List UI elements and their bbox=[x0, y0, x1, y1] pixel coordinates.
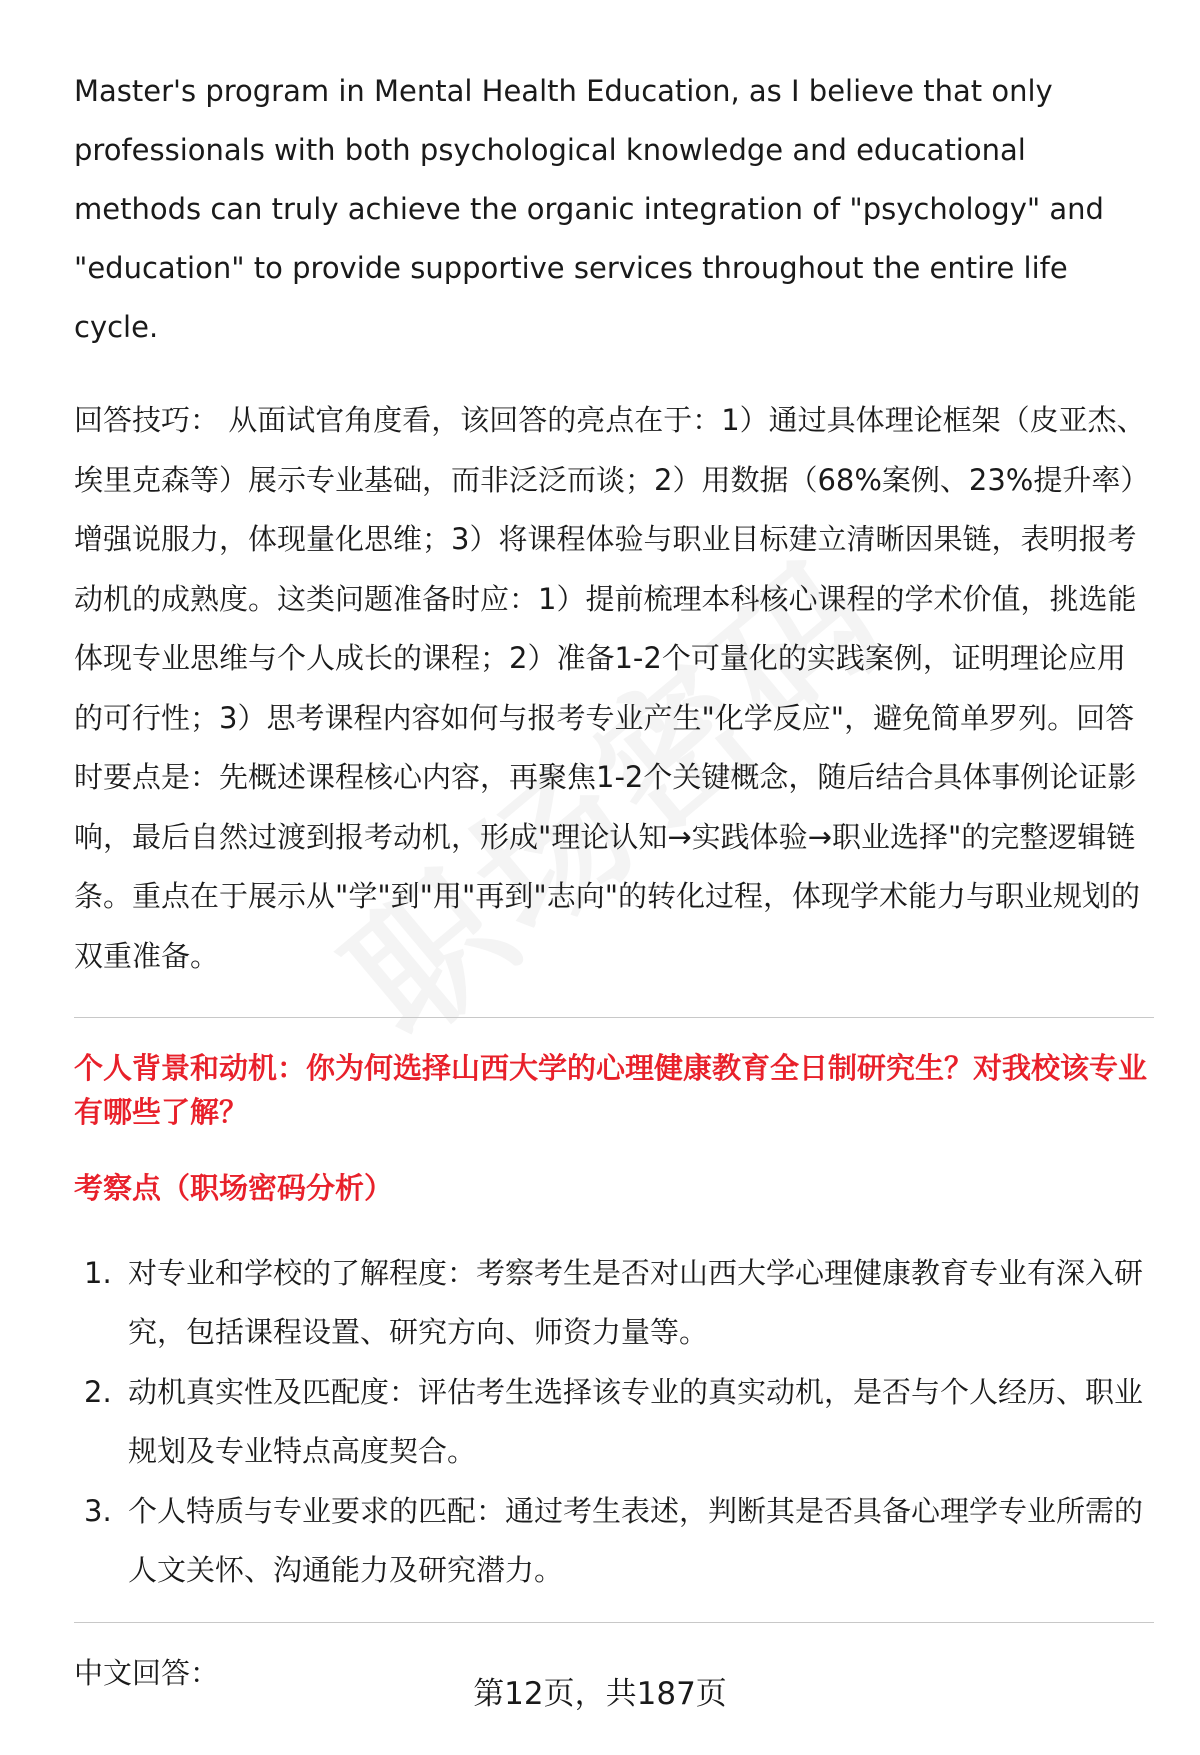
question-heading: 个人背景和动机：你为何选择山西大学的心理健康教育全日制研究生？对我校该专业有哪些了解？ bbox=[74, 1051, 1148, 1129]
answer-tips-paragraph bbox=[74, 391, 1154, 986]
assessment-points-heading: 考察点（职场密码分析） bbox=[74, 1171, 394, 1205]
list-item-number: 1. bbox=[84, 1256, 112, 1290]
page-indicator: 第12页，共187页 bbox=[473, 1676, 727, 1712]
section-divider bbox=[74, 1622, 1154, 1623]
list-item bbox=[74, 1482, 1154, 1600]
list-item-text: 个人特质与专业要求的匹配：通过考生表述，判断其是否具备心理学专业所需的人文关怀、沟通能力及研究潜力。 bbox=[128, 1494, 1144, 1587]
page-content bbox=[74, 62, 1154, 1695]
section-divider bbox=[74, 1017, 1154, 1018]
list-item bbox=[74, 1363, 1154, 1481]
list-item-text: 动机真实性及匹配度：评估考生选择该专业的真实动机，是否与个人经历、职业规划及专业特点高度契合。 bbox=[128, 1375, 1144, 1468]
chinese-answer-label: 中文回答： bbox=[74, 1656, 220, 1690]
assessment-points-list bbox=[74, 1244, 1154, 1600]
english-answer-paragraph: Master's program in Mental Health Education, as I believe that only professionals with both psychological knowledge and educational methods can truly achieve the organic integration of "psychology" and "education" to provide supportive services throughout the entire life cycle. bbox=[74, 74, 1104, 344]
list-item-number: 3. bbox=[84, 1494, 112, 1528]
list-item-text: 对专业和学校的了解程度：考察考生是否对山西大学心理健康教育专业有深入研究，包括课程设置、研究方向、师资力量等。 bbox=[128, 1256, 1144, 1349]
list-item-number: 2. bbox=[84, 1375, 112, 1409]
tip-label: 回答技巧： bbox=[74, 403, 220, 437]
tip-body: 从面试官角度看，该回答的亮点在于：1）通过具体理论框架（皮亚杰、埃里克森等）展示专业基础，而非泛泛而谈；2）用数据（68%案例、23%提升率）增强说服力，体现量化思维；3）将课程体验与职业目标建立清晰因果链，表明报考动机的成熟度。这类问题准备时应：1）提前梳理本科核心课程的学术价值，挑选能体现专业思维与个人成长的课程；2）准备1-2个可量化的实践案例，证明理论应用的可行性；3）思考课程内容如何与报考专业产生"化学反应"，避免简单罗列。回答时要点是：先概述课程核心内容，再聚焦1-2个关键概念，随后结合具体事例论证影响，最后自然过渡到报考动机，形成"理论认知→实践体验→职业选择"的完整逻辑链条。重点在于展示从"学"到"用"再到"志向"的转化过程，体现学术能力与职业规划的双重准备。 bbox=[74, 403, 1150, 973]
list-item bbox=[74, 1244, 1154, 1362]
